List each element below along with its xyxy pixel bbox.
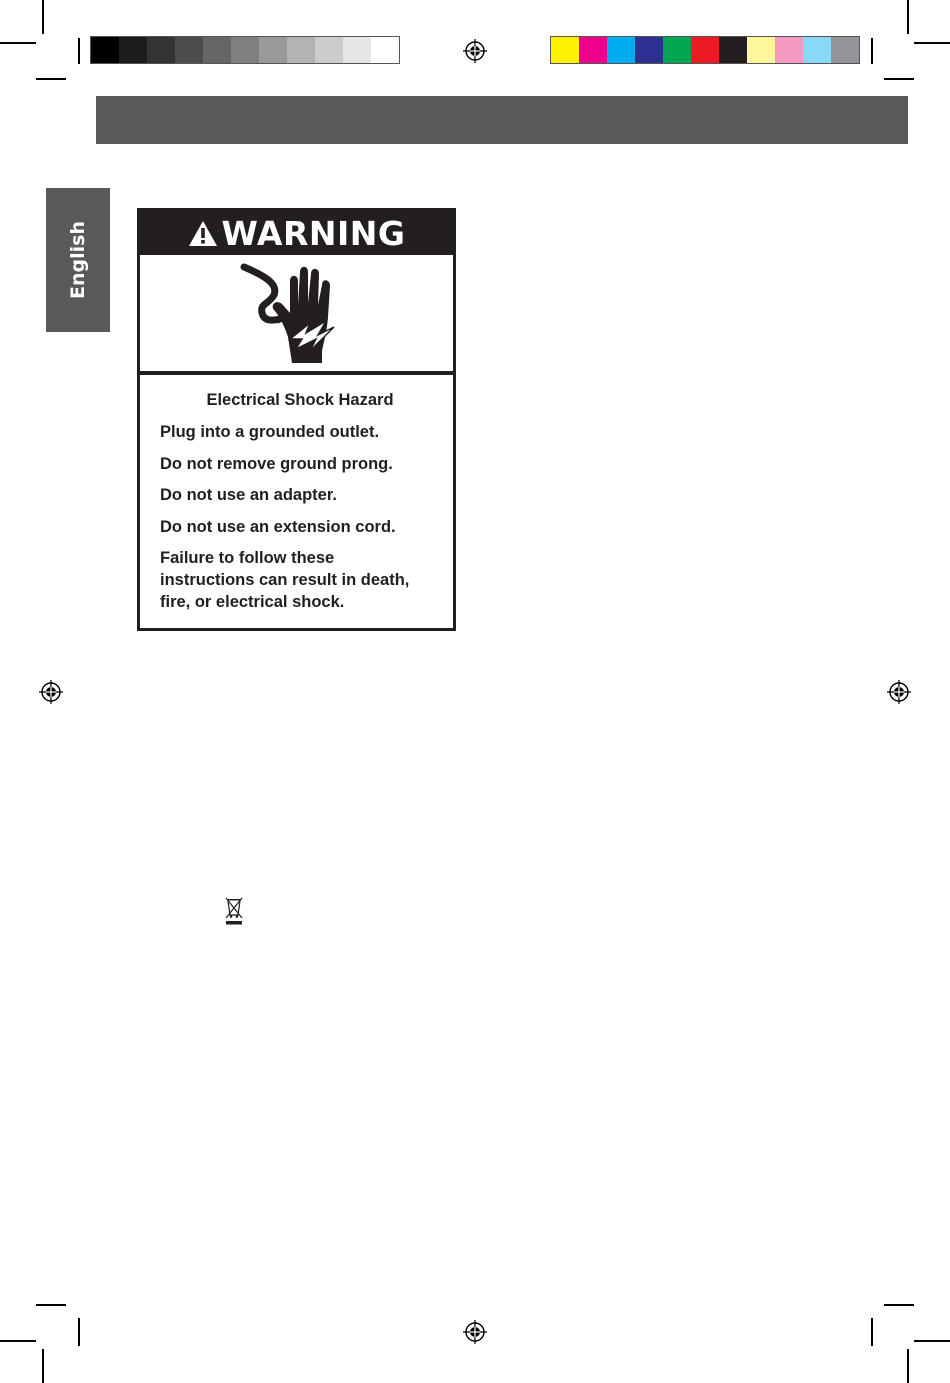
language-tab: [46, 188, 110, 332]
color-swatch: [343, 37, 371, 63]
registration-mark-icon: [39, 680, 63, 704]
color-swatch: [663, 37, 691, 63]
crop-mark: [871, 1318, 873, 1346]
crop-mark: [42, 1349, 44, 1383]
color-swatch: [287, 37, 315, 63]
registration-mark-icon: [463, 39, 487, 63]
hazard-title: Electrical Shock Hazard: [206, 391, 394, 409]
color-swatch: [119, 37, 147, 63]
color-swatch: [371, 37, 399, 63]
crossed-out-wheelie-bin-icon: [222, 896, 246, 926]
color-swatch: [147, 37, 175, 63]
registration-mark-icon: [463, 1320, 487, 1344]
warning-header: [140, 211, 453, 255]
color-swatch: [775, 37, 803, 63]
crop-mark: [42, 0, 44, 34]
crop-mark: [36, 78, 66, 80]
grayscale-color-bar: [90, 36, 400, 64]
alert-triangle-icon: [188, 220, 218, 247]
warning-label: [137, 208, 456, 631]
language-tab-label: English: [67, 221, 89, 299]
instruction-item: Do not remove ground prong.: [160, 454, 393, 473]
color-swatch: [691, 37, 719, 63]
crop-mark: [914, 1340, 950, 1342]
warning-divider: [140, 371, 453, 375]
color-swatch: [635, 37, 663, 63]
crop-mark: [0, 42, 36, 44]
color-swatch: [719, 37, 747, 63]
instruction-item: Plug into a grounded outlet.: [160, 423, 380, 441]
instruction-item: Do not use an extension cord.: [160, 517, 396, 536]
color-swatch: [551, 37, 579, 63]
crop-mark: [78, 1318, 80, 1346]
warning-message: [160, 389, 440, 623]
color-swatch: [831, 37, 859, 63]
electric-shock-hand-icon: [140, 255, 453, 371]
crop-mark: [914, 42, 950, 44]
crop-mark: [36, 1304, 66, 1306]
color-swatch: [579, 37, 607, 63]
crop-mark: [907, 1349, 909, 1383]
instruction-item: Do not use an adapter.: [160, 486, 337, 504]
color-swatch: [315, 37, 343, 63]
page-header-band: [96, 96, 908, 144]
cmyk-color-bar: [550, 36, 860, 64]
warning-signal-word: WARNING: [221, 213, 406, 253]
color-swatch: [231, 37, 259, 63]
color-swatch: [91, 37, 119, 63]
color-swatch: [259, 37, 287, 63]
color-swatch: [203, 37, 231, 63]
color-swatch: [175, 37, 203, 63]
color-swatch: [607, 37, 635, 63]
color-swatch: [803, 37, 831, 63]
crop-mark: [871, 38, 873, 64]
crop-mark: [884, 1304, 914, 1306]
color-swatch: [747, 37, 775, 63]
consequence-text: Failure to follow these instructions can result in death, fire, or electrical shock.: [160, 549, 410, 611]
crop-mark: [884, 78, 914, 80]
registration-mark-icon: [887, 680, 911, 704]
crop-mark: [907, 0, 909, 34]
crop-mark: [0, 1340, 36, 1342]
crop-mark: [78, 38, 80, 64]
